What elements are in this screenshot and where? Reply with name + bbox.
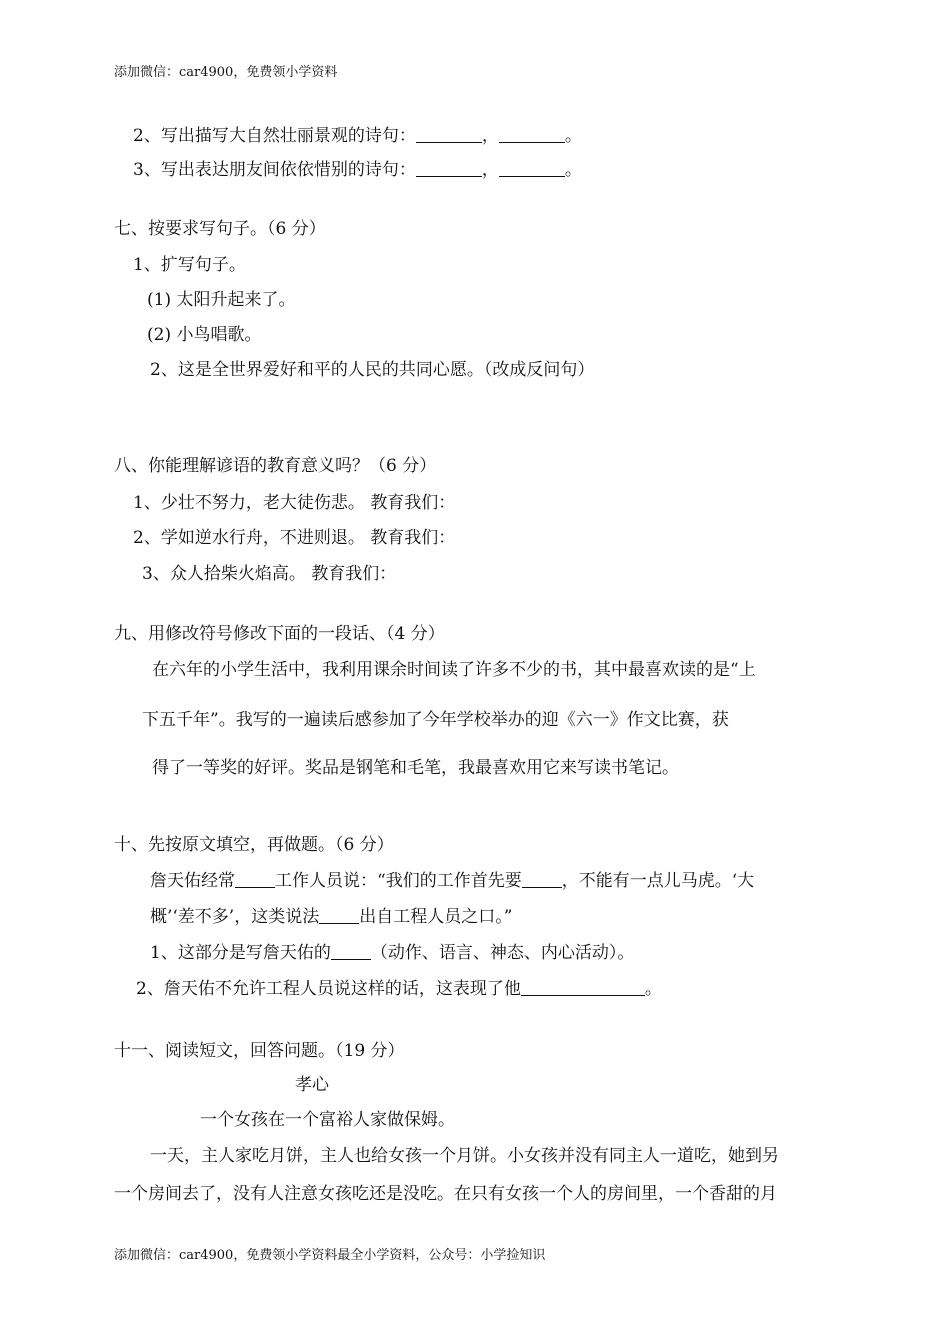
- separator: ，: [481, 160, 499, 180]
- end-mark: 。: [564, 126, 582, 146]
- answer-blank[interactable]: [416, 128, 482, 143]
- answer-blank[interactable]: [319, 909, 359, 924]
- section-11-title: 十一、阅读短文，回答问题。（19 分）: [114, 1041, 405, 1061]
- answer-blank[interactable]: [416, 162, 482, 177]
- answer-blank[interactable]: [522, 873, 562, 888]
- page-header: 添加微信：car4900，免费领小学资料: [114, 65, 338, 80]
- answer-blank[interactable]: [235, 873, 275, 888]
- question-text: 2、詹天佑不允许工程人员说这样的话，这表现了他: [136, 979, 521, 999]
- section-8-item-3: 3、众人拾柴火焰高。 教育我们：: [142, 564, 397, 584]
- section-10-question-2: [136, 981, 662, 998]
- question-3: [133, 162, 582, 179]
- question-text: 。: [644, 979, 662, 999]
- section-9-title: 九、用修改符号修改下面的一段话、（4 分）: [114, 624, 445, 644]
- answer-blank[interactable]: [499, 128, 565, 143]
- section-9-paragraph-line-2: 下五千年”。我写的一遍读后感参加了今年学校举办的迎《六一》作文比赛，获: [142, 710, 729, 730]
- answer-blank[interactable]: [521, 981, 645, 996]
- section-9-paragraph-line-1: 在六年的小学生活中，我利用课余时间读了许多不少的书，其中最喜欢读的是“上: [152, 660, 756, 680]
- passage-text: 出自工程人员之口。”: [359, 907, 513, 927]
- separator: ，: [481, 126, 499, 146]
- section-7-item-1b: (2) 小鸟唱歌。: [147, 325, 262, 345]
- question-text: （动作、语言、神态、内心活动）。: [370, 943, 635, 963]
- passage-text: ，不能有一点儿马虎。‘大: [561, 871, 755, 891]
- passage-text: 工作人员说：“我们的工作首先要: [275, 871, 522, 891]
- section-7-item-2: 2、这是全世界爱好和平的人民的共同心愿。（改成反问句）: [150, 360, 595, 380]
- end-mark: 。: [564, 160, 582, 180]
- section-7-item-1: 1、扩写句子。: [133, 255, 246, 275]
- answer-blank[interactable]: [331, 945, 371, 960]
- section-10-passage-line-2: [150, 909, 512, 926]
- section-9-paragraph-line-3: 得了一等奖的好评。奖品是钢笔和毛笔，我最喜欢用它来写读书笔记。: [152, 758, 679, 778]
- section-7-title: 七、按要求写句子。（6 分）: [114, 219, 326, 239]
- question-text: 1、这部分是写詹天佑的: [150, 943, 331, 963]
- passage-text: 概’‘差不多’，这类说法: [150, 907, 320, 927]
- question-2: [133, 128, 582, 145]
- question-2-text: 2、写出描写大自然壮丽景观的诗句：: [133, 126, 416, 146]
- answer-blank[interactable]: [499, 162, 565, 177]
- page-footer: 添加微信：car4900，免费领小学资料最全小学资料，公众号：小学捡知识: [114, 1248, 546, 1263]
- section-10-passage-line-1: [150, 873, 754, 890]
- story-paragraph-1: 一个女孩在一个富裕人家做保姆。: [200, 1110, 455, 1130]
- section-10-title: 十、先按原文填空，再做题。（6 分）: [114, 835, 394, 855]
- story-paragraph-2-line-2: 一个房间去了，没有人注意女孩吃还是没吃。在只有女孩一个人的房间里，一个香甜的月: [114, 1184, 777, 1204]
- question-3-text: 3、写出表达朋友间依依惜别的诗句：: [133, 160, 416, 180]
- section-8-title: 八、你能理解谚语的教育意义吗？（6 分）: [114, 456, 437, 476]
- section-10-question-1: [150, 945, 634, 962]
- section-8-item-1: 1、少壮不努力，老大徒伤悲。 教育我们：: [133, 493, 456, 513]
- story-title: 孝心: [295, 1075, 329, 1095]
- section-7-item-1a: (1) 太阳升起来了。: [147, 290, 296, 310]
- passage-text: 詹天佑经常: [150, 871, 235, 891]
- section-8-item-2: 2、学如逆水行舟，不进则退。 教育我们：: [133, 528, 456, 548]
- story-paragraph-2-line-1: 一天，主人家吃月饼，主人也给女孩一个月饼。小女孩并没有同主人一道吃，她到另: [150, 1146, 779, 1166]
